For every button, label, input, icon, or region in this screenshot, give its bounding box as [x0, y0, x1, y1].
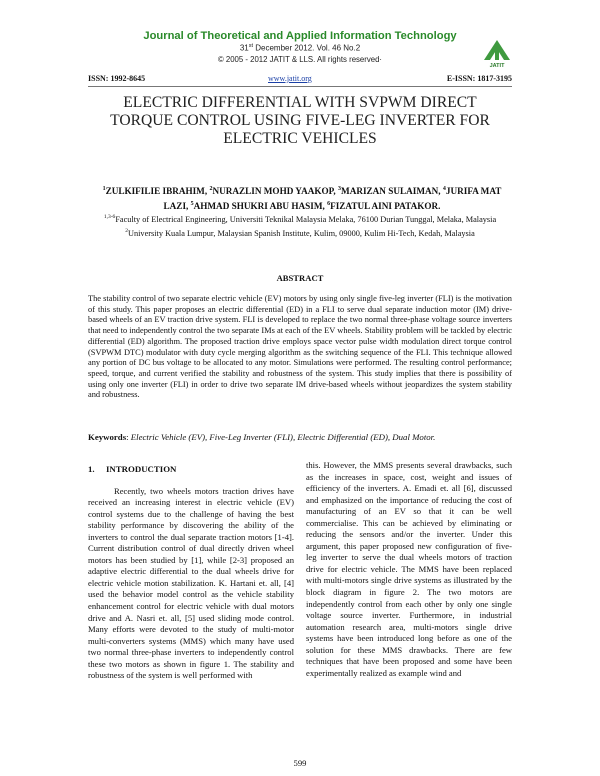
author-list — [92, 183, 512, 213]
affiliation — [88, 212, 512, 226]
affiliations — [88, 212, 512, 239]
keywords — [88, 432, 512, 442]
issue-rest: December 2012. Vol. 46 No.2 — [253, 43, 361, 53]
author-sup: 3 — [338, 186, 342, 192]
keywords-text: Electric Vehicle (EV), Five-Leg Inverter (FLI), Electric Differential (ED), Dual Motor. — [130, 432, 436, 442]
title-line: ELECTRIC DIFFERENTIAL WITH SVPWM DIRECT — [123, 94, 477, 111]
keywords-label: Keywords — [88, 432, 127, 442]
header-divider — [88, 86, 512, 87]
title-line: ELECTRIC VEHICLES — [223, 130, 377, 147]
section-heading — [88, 464, 294, 476]
right-column — [306, 460, 512, 679]
intro-paragraph: Recently, two wheels motors traction drives have received an increasing interest in electric vehicle (EV) control systems due to the challenge of having the best stability performance by discovering the ability of the inverters to control the dual separate traction motors [1-4]. Current distribution control of dual directly driven wheel motors has been studied by [1], while [2-3] proposed an adaptive electric differential to the dual wheels drive for electric vehicle motion stabilization. K. Hartani et. all, [4] used the behavior model control as the vehicle stability enhancement control for electric vehicle with dual motors drive and A. Nasri et. all, [5] used sliding mode control. Many efforts were devoted to the study of multi-motor multi-converters systems (MMS) which many have used two normal three-phase inverters to independently control these two motors as shown in figure 1. The stability and robustness of the system is well performed with — [88, 485, 294, 681]
jatit-logo-icon — [480, 36, 514, 62]
intro-paragraph-continued: this. However, the MMS presents several drawbacks, such as the increases in space, cost, weight and issues of efficiency of the inverters. A. Emadi et. all [6], discussed and emphasized on the importance of reducing the cost of manufacturing of an EV so that it can be well commercialise. This can be achieved by eliminating or reducing the sensors and/or the inverter. Under this argument, this paper proposed new configuration of five-leg inverter to serve the dual wheels motors of traction drive for electric vehicle. The MMS have been replaced with multi-motors single drive systems as illustrated by the block diagram in figure 2. The two motors are independently control from each other by only one single voltage source inverter. Furthermore, in industrial automation research area, multi-motors single drive systems have been introduced long before as one of the solution for these MMS drawbacks. There are few techniques that have been proposed and some have been experimentally realized as example wind and — [306, 460, 512, 678]
title-line: TORQUE CONTROL USING FIVE-LEG INVERTER FOR — [110, 112, 490, 129]
affiliation-text: Faculty of Electrical Engineering, Universiti Teknikal Malaysia Melaka, 76100 Durian Tunggal, Melaka, Malaysia — [115, 214, 497, 224]
author-sup: 2 — [209, 186, 213, 192]
author-sup: 6 — [327, 201, 331, 208]
author-sup: 1 — [102, 186, 106, 192]
section-number: 1. — [88, 464, 95, 474]
journal-copyright: © 2005 - 2012 JATIT & LLS. All rights reserved· — [217, 54, 383, 64]
author-name: ZULKIFILIE IBRAHIM, — [105, 186, 210, 197]
abstract-heading: ABSTRACT — [276, 273, 324, 283]
abstract-body: The stability control of two separate electric vehicle (EV) motors by using only single five-leg inverter (FLI) is the motivation of this study. This paper proposes an electric differential (ED) in a FLI to serve dual separate induction motor (IM) drive-based wheels of an EV traction drive system. FLI is developed to replace the two normal three-phase voltage source inverters that need to independently control the two separate IMs at each of the EV wheels. Stability problem will be tackled by electric differential (ED) algorithm. The proposed traction drive employs space vector pulse width modulation direct torque control (SVPWM DTC) modulator with duty cycle merging algorithm as the switching sequence of the FLI. This technique allowed any portion of DC bus voltage to be allocated to any motor. Simulations were performed. The resulting control performance; speed, torque, and current verified the stability and robustness of the system. This study implies that there is possibility of using only one inverter (FLI) in order to drive two separate IM drive-based wheels without jeopardizes the system stability and robustness. — [88, 294, 512, 400]
author-name: JURIFA MAT LAZI, — [163, 186, 502, 212]
author-name: MARIZAN SULAIMAN, — [341, 186, 443, 197]
affiliation — [88, 226, 512, 240]
keywords-colon: : — [126, 432, 131, 442]
author-sup: 4 — [442, 186, 446, 192]
jatit-logo — [480, 36, 514, 68]
journal-title: Journal of Theoretical and Applied Information Technology — [143, 30, 457, 42]
author-sup: 5 — [190, 201, 194, 208]
page-number: 599 — [293, 758, 307, 768]
affiliation-text: University Kuala Lumpur, Malaysian Spanish Institute, Kulim, 09000, Kulim Hi-Tech, Kedah, Malaysia — [127, 228, 475, 238]
section-title: INTRODUCTION — [106, 464, 177, 474]
issue-day: 31 — [239, 43, 249, 53]
affiliation-sup: 1,3-6 — [103, 214, 116, 220]
author-name: NURAZLIN MOHD YAAKOP, — [212, 186, 339, 197]
left-column — [88, 460, 294, 682]
affiliation-sup: 2 — [125, 227, 128, 234]
issue-day-suffix: st — [248, 43, 253, 49]
eissn: E-ISSN: 1817-3195 — [446, 74, 512, 83]
issn: ISSN: 1992-8645 — [88, 74, 146, 83]
logo-text: JATIT — [489, 63, 505, 69]
author-name: FIZATUL AINI PATAKOR. — [330, 201, 441, 212]
paper-title — [88, 94, 512, 148]
website-link[interactable]: www.jatit.org — [268, 74, 312, 83]
author-name: AHMAD SHUKRI ABU HASIM, — [193, 201, 328, 212]
